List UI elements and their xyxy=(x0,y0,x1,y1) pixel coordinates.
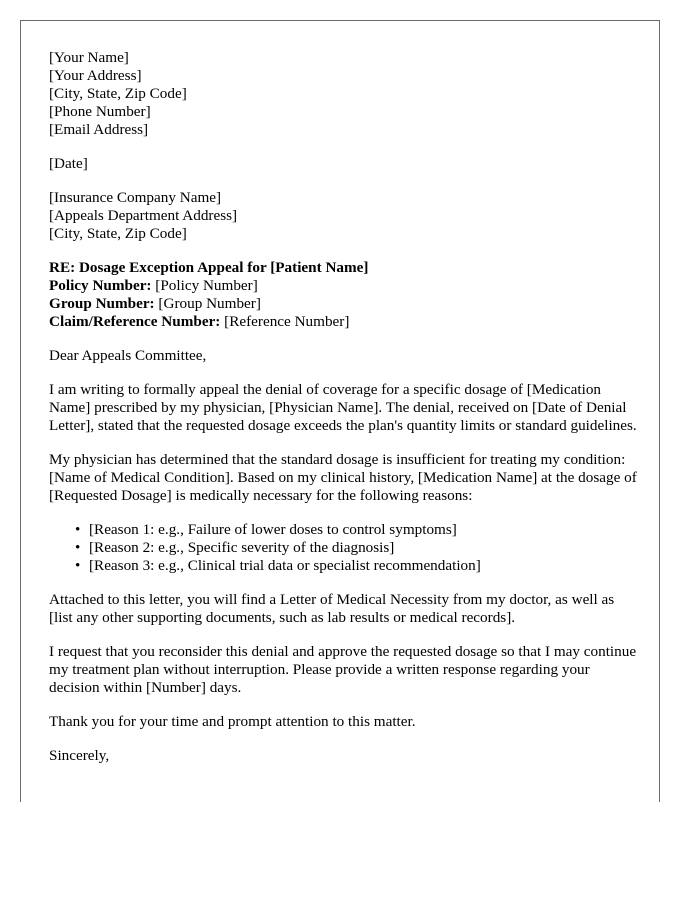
list-item xyxy=(75,521,639,539)
letter-page xyxy=(20,20,660,802)
bullet-icon: • xyxy=(75,521,81,538)
thanks-paragraph: Thank you for your time and prompt attention to this matter. xyxy=(49,713,416,730)
re-line xyxy=(49,259,639,277)
attachments-paragraph: Attached to this letter, you will find a Letter of Medical Necessity from my doctor, as well as [list any other supporting documents, such as lab results or medical records]. xyxy=(49,591,615,626)
salutation: Dear Appeals Committee, xyxy=(49,347,207,364)
policy-number-line xyxy=(49,277,639,295)
sender-address: [Your Address] xyxy=(49,67,142,84)
date-block xyxy=(49,155,639,173)
claim-number-value: [Reference Number] xyxy=(220,313,350,330)
list-item xyxy=(75,539,639,557)
group-number-label: Group Number: xyxy=(49,295,155,312)
list-item xyxy=(75,557,639,575)
sender-city-state-zip: [City, State, Zip Code] xyxy=(49,85,187,102)
group-number-value: [Group Number] xyxy=(154,295,261,312)
intro-paragraph: I am writing to formally appeal the denial of coverage for a specific dosage of [Medication Name] prescribed by my physician, [Physician Name]. The denial, received on [Date of Denial Letter], stated that the requested dosage exceeds the plan's quantity limits or standard guidelines. xyxy=(49,381,637,434)
claim-number-label: Claim/Reference Number: xyxy=(49,313,221,330)
sender-name: [Your Name] xyxy=(49,49,129,66)
policy-number-label: Policy Number: xyxy=(49,277,152,294)
re-line-text: RE: Dosage Exception Appeal for [Patient Name] xyxy=(49,259,369,276)
request-paragraph: I request that you reconsider this denial and approve the requested dosage so that I may continue my treatment plan without interruption. Please provide a written response regarding your decision within [Number] days. xyxy=(49,643,637,696)
policy-number-value: [Policy Number] xyxy=(151,277,258,294)
bullet-icon: • xyxy=(75,557,81,574)
reason-text: [Reason 3: e.g., Clinical trial data or specialist recommendation] xyxy=(89,557,481,574)
sender-email: [Email Address] xyxy=(49,121,149,138)
recipient-address: [Appeals Department Address] xyxy=(49,207,238,224)
group-number-line xyxy=(49,295,639,313)
bullet-icon: • xyxy=(75,539,81,556)
reason-text: [Reason 2: e.g., Specific severity of the diagnosis] xyxy=(89,539,395,556)
closing: Sincerely, xyxy=(49,747,110,764)
claim-number-line xyxy=(49,313,639,331)
reasons-list xyxy=(49,521,639,575)
sender-address-block xyxy=(49,49,639,139)
recipient-city-state-zip: [City, State, Zip Code] xyxy=(49,225,187,242)
reference-block xyxy=(49,259,639,331)
recipient-address-block xyxy=(49,189,639,243)
letter-date: [Date] xyxy=(49,155,88,172)
sender-phone: [Phone Number] xyxy=(49,103,151,120)
letter-body xyxy=(49,49,639,781)
reason-text: [Reason 1: e.g., Failure of lower doses to control symptoms] xyxy=(89,521,457,538)
necessity-paragraph: My physician has determined that the standard dosage is insufficient for treating my condition: [Name of Medical Condition]. Based on my clinical history, [Medication Name] at the dosage of [Requested Dosage] is medically necessary for the following reasons: xyxy=(49,451,637,504)
recipient-company: [Insurance Company Name] xyxy=(49,189,222,206)
